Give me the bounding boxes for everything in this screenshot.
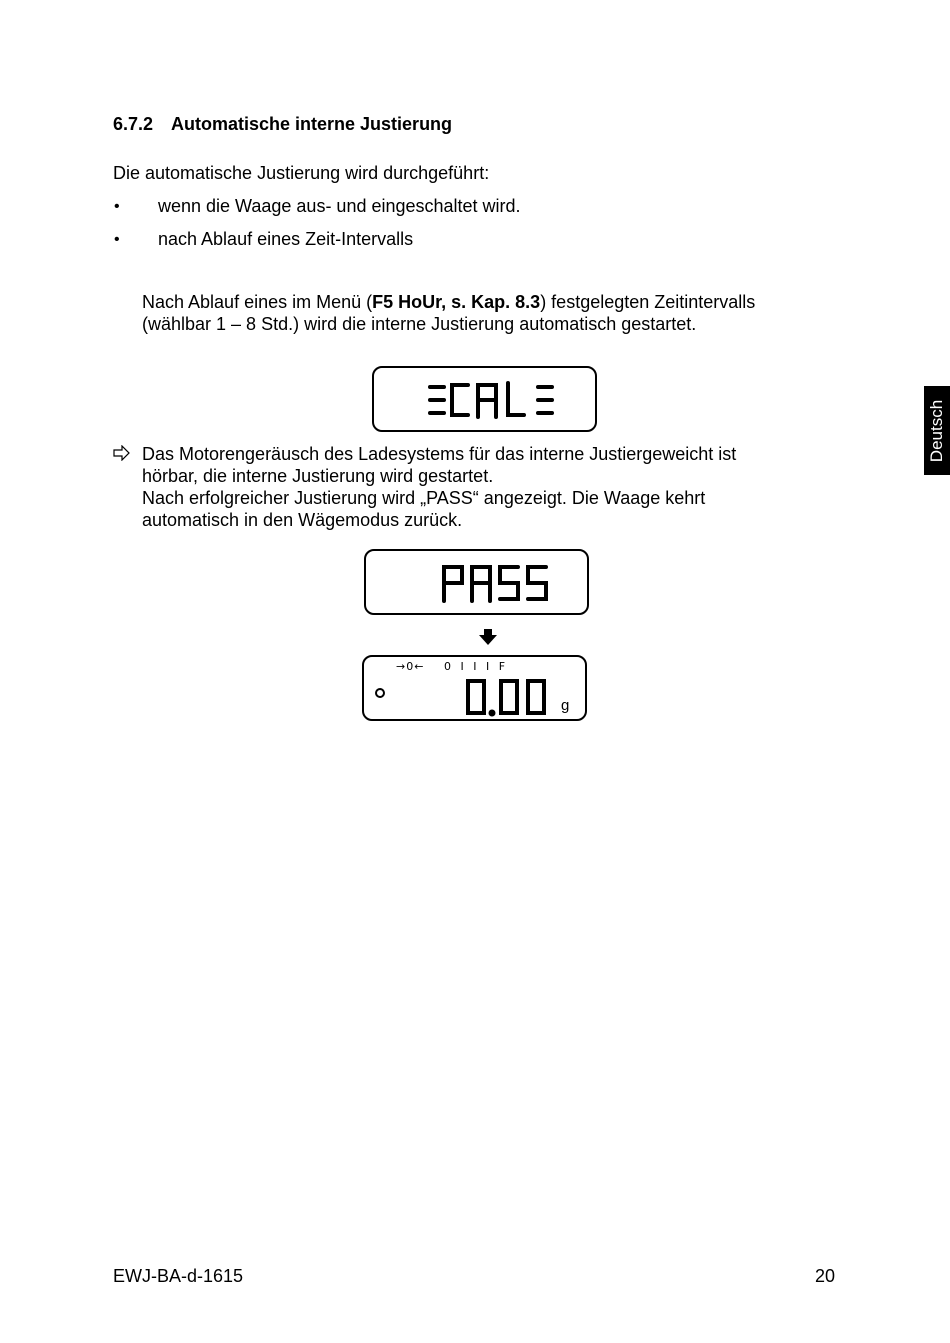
step-line: Nach erfolgreicher Justierung wird „PASS“ angezeigt. Die Waage kehrt xyxy=(142,488,706,508)
zero-indicator: →0← xyxy=(396,660,425,673)
section-heading xyxy=(113,113,452,135)
paragraph-text: ) festgelegten Zeitintervalls xyxy=(540,292,756,312)
footer-doc-id: EWJ-BA-d-1615 xyxy=(113,1266,244,1286)
intro-text: Die automatische Justierung wird durchgeführt: xyxy=(113,163,490,183)
step-arrow-icon xyxy=(113,445,131,466)
lcd-display-pass xyxy=(364,549,589,615)
page-number: 20 xyxy=(815,1266,836,1286)
section-number: 6.7.2 xyxy=(113,114,154,134)
bullet-marker: • xyxy=(114,231,120,248)
lcd-display-cal xyxy=(372,366,597,432)
section-title: Automatische interne Justierung xyxy=(171,114,453,134)
lcd-pass-segments xyxy=(366,551,587,613)
lcd-display-weighing xyxy=(362,655,587,721)
step-line: hörbar, die interne Justierung wird gestartet. xyxy=(142,466,494,486)
step-line: Das Motorengeräusch des Ladesystems für das interne Justiergeweicht ist xyxy=(142,444,737,464)
paragraph-text: Nach Ablauf eines im Menü ( xyxy=(142,292,373,312)
unit-label: g xyxy=(561,697,570,714)
bullet-marker: • xyxy=(114,198,120,215)
down-arrow-icon xyxy=(478,628,498,651)
lcd-weight-segments xyxy=(364,657,585,719)
lcd-cal-segments xyxy=(374,368,595,430)
paragraph-line: (wählbar 1 – 8 Std.) wird die interne Justierung automatisch gestartet. xyxy=(142,314,697,334)
step-line: automatisch in den Wägemodus zurück. xyxy=(142,510,463,530)
language-tab-label: Deutsch xyxy=(927,399,946,462)
menu-reference: F5 HoUr, s. Kap. 8.3 xyxy=(372,292,541,312)
bullet-item: nach Ablauf eines Zeit-Intervalls xyxy=(158,229,414,249)
language-tab xyxy=(924,386,950,475)
paragraph-line xyxy=(142,291,755,313)
bullet-item: wenn die Waage aus- und eingeschaltet wird. xyxy=(158,196,521,216)
capacity-bars: 0 I I I F xyxy=(444,660,509,673)
